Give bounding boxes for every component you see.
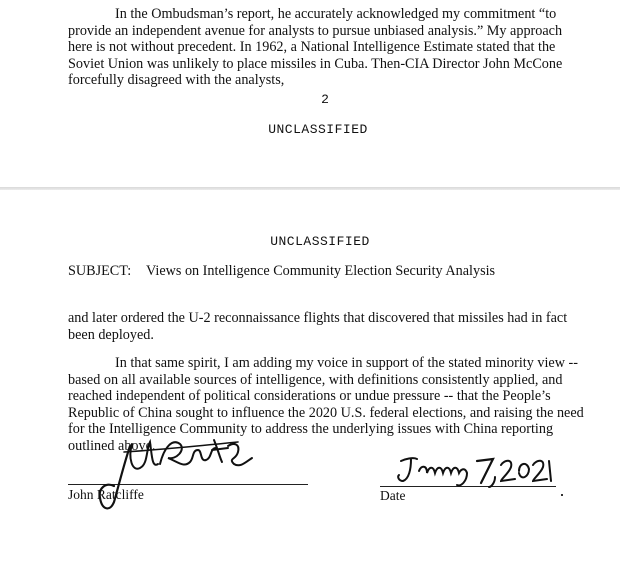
date-label: Date — [380, 488, 406, 503]
subject-line — [68, 263, 495, 280]
classification-header: UNCLASSIFIED — [270, 234, 370, 249]
body-paragraph-minority-view: In that same spirit, I am adding my voice in support of the stated minority view -- based on all available sources of intelligence, with definitions consistently applied, and reached independent of political considerations or undue pressure -- that the People’s Republic of China sought to influence the 2020 U.S. federal elections, and raising the need for the Intelligence Community to address the underlying issues with China reporting outlined above. — [68, 355, 584, 454]
document-page-top — [0, 0, 620, 188]
body-paragraph-ombudsman: In the Ombudsman’s report, he accurately acknowledged my commitment “to provide an independent avenue for analysts to pursue unbiased analysis.” My approach here is not without precedent. In 1962, a National Intelligence Estimate stated that the Soviet Union was unlikely to place missiles in Cuba. Then-CIA Director John McCone forcefully disagreed with the analysts, — [68, 6, 563, 88]
page-number: 2 — [321, 92, 329, 107]
handwritten-date — [395, 453, 555, 493]
subject-label: SUBJECT: — [68, 263, 132, 279]
subject-text: Views on Intelligence Community Election Security Analysis — [146, 263, 496, 279]
document-page-bottom — [0, 190, 620, 570]
classification-footer: UNCLASSIFIED — [268, 122, 368, 137]
ink-dot — [561, 494, 563, 496]
handwritten-signature — [88, 428, 258, 518]
signer-name: John Ratcliffe — [68, 487, 144, 502]
body-paragraph-continuation: and later ordered the U-2 reconnaissance flights that discovered that missiles had in fact been deployed. — [68, 310, 568, 343]
